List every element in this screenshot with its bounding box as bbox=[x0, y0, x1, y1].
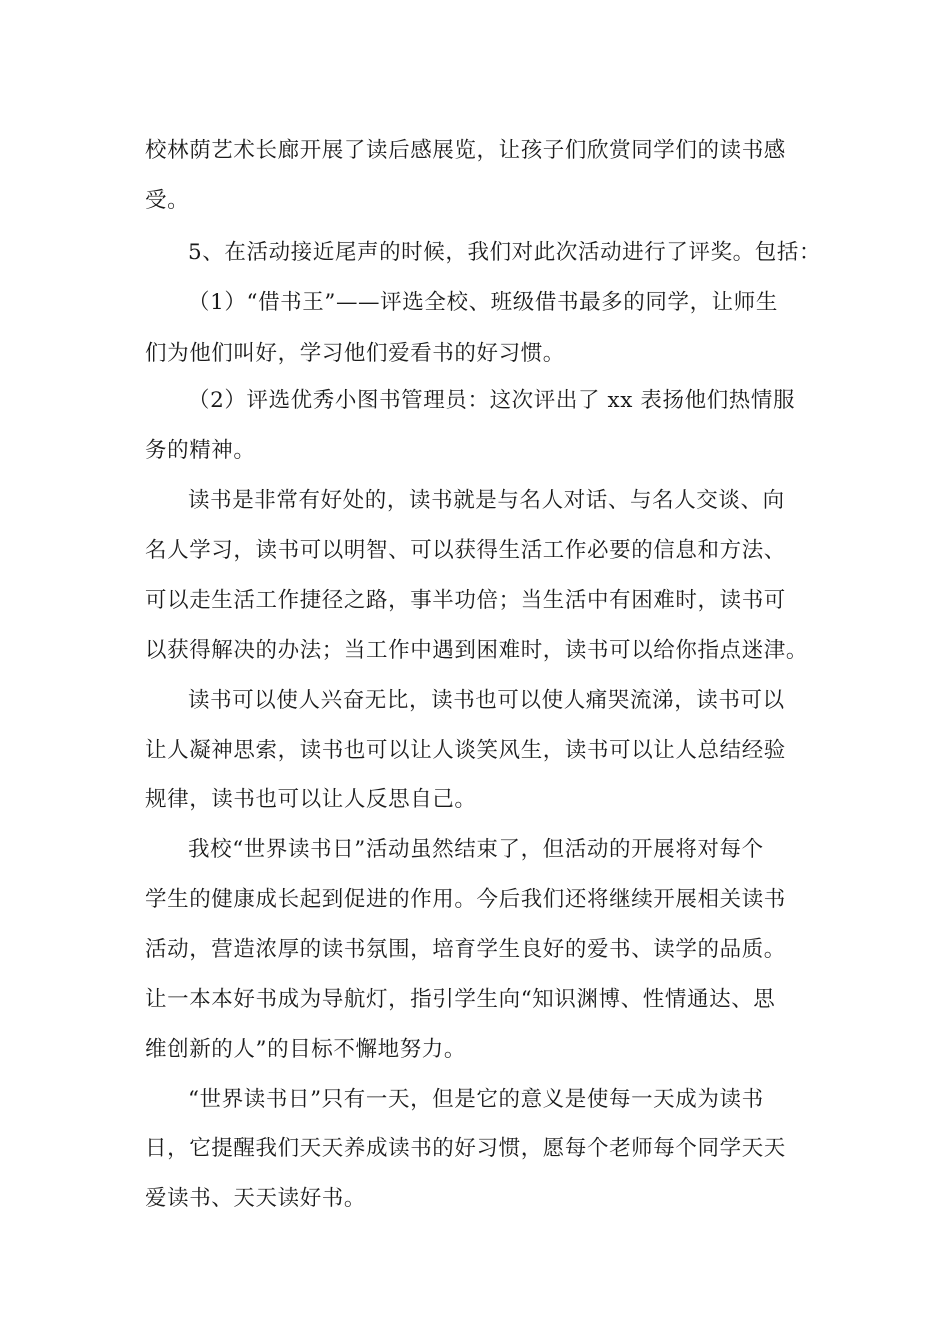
text-line: 务的精神。 bbox=[145, 438, 256, 463]
text-line: 读书是非常有好处的，读书就是与名人对话、与名人交谈、向 bbox=[188, 488, 785, 513]
text-line: 校林荫艺术长廊开展了读后感展览，让孩子们欣赏同学们的读书感 bbox=[145, 138, 786, 163]
text-line: 维创新的人”的目标不懈地努力。 bbox=[145, 1037, 466, 1062]
text-line: 让一本本好书成为导航灯，指引学生向“知识渊博、性情通达、思 bbox=[145, 987, 776, 1012]
text-line: 名人学习，读书可以明智、可以获得生活工作必要的信息和方法、 bbox=[145, 538, 786, 563]
text-line: （2）评选优秀小图书管理员：这次评出了 xx 表扬他们热情服 bbox=[188, 388, 796, 413]
text-line: 可以走生活工作捷径之路，事半功倍；当生活中有困难时，读书可 bbox=[145, 588, 786, 613]
text-line: 爱读书、天天读好书。 bbox=[145, 1186, 367, 1211]
text-line: 日，它提醒我们天天养成读书的好习惯，愿每个老师每个同学天天 bbox=[145, 1136, 786, 1161]
text-line: 让人凝神思索，读书也可以让人谈笑风生，读书可以让人总结经验 bbox=[145, 738, 786, 763]
text-line: 我校“世界读书日”活动虽然结束了，但活动的开展将对每个 bbox=[188, 837, 764, 862]
text-line: 们为他们叫好，学习他们爱看书的好习惯。 bbox=[145, 341, 565, 366]
text-line: 读书可以使人兴奋无比，读书也可以使人痛哭流涕，读书可以 bbox=[188, 688, 785, 713]
text-line: “世界读书日”只有一天，但是它的意义是使每一天成为读书 bbox=[188, 1087, 764, 1112]
text-line: 活动，营造浓厚的读书氛围，培育学生良好的爱书、读学的品质。 bbox=[145, 937, 786, 962]
text-line: （1）“借书王”——评选全校、班级借书最多的同学，让师生 bbox=[188, 290, 778, 315]
text-line: 以获得解决的办法；当工作中遇到困难时，读书可以给你指点迷津。 bbox=[145, 638, 809, 663]
text-line: 规律，读书也可以让人反思自己。 bbox=[145, 787, 477, 812]
text-line: 受。 bbox=[145, 188, 190, 213]
text-line: 5、在活动接近尾声的时候，我们对此次活动进行了评奖。包括： bbox=[188, 240, 822, 265]
text-line: 学生的健康成长起到促进的作用。今后我们还将继续开展相关读书 bbox=[145, 887, 786, 912]
